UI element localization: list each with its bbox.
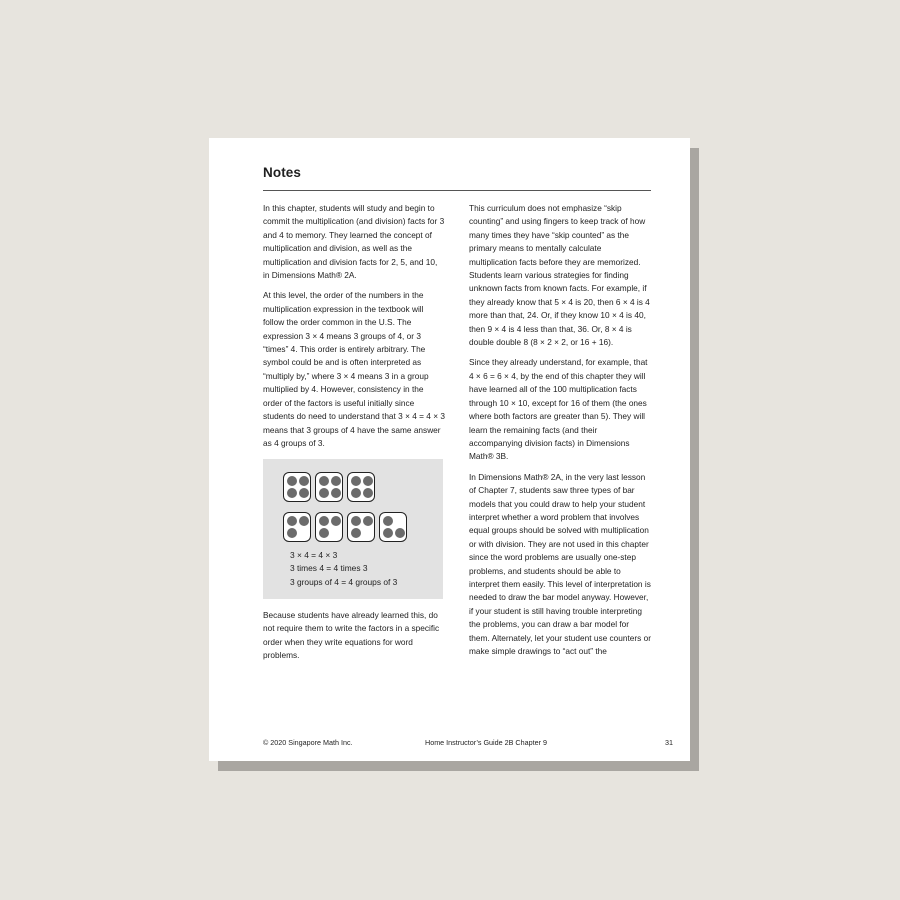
- die-three-icon: [379, 512, 407, 542]
- die-three-icon: [283, 512, 311, 542]
- paragraph: In this chapter, students will study and begin to commit the multiplication (and division) facts for 3 and 4 to memory. They learned the concept of multiplication and division, as well as the multiplication and division facts for 2, 5, and 10, in Dimensions Math® 2A.: [263, 203, 445, 281]
- dice-row-4-groups-of-3: [283, 512, 407, 542]
- paragraph: At this level, the order of the numbers in the multiplication expression in the textbook will follow the order common in the U.S. The expression 3 × 4 means 3 groups of 4, or 3 “times” 4. This order is entirely arbitrary. The symbol could be and is often interpreted as “multiply by,” where 3 × 4 means 3 in a group multiplied by 4. However, consistency in the order of the factors is useful initially since students do need to understand that 3 × 4 = 4 × 3 means that 3 groups of 4 have the same answer as 4 groups of 3.: [263, 290, 445, 448]
- paragraph: This curriculum does not emphasize “skip counting” and using fingers to keep track of how many times they have “skip counted” as the primary means to mentally calculate multiplication facts before they are memorized. Students learn various strategies for finding unknown facts from known facts. For example, if they already know that 5 × 4 is 20, then 6 × 4 is 4 more than that, 24. Or, if they know 10 × 4 is 40, then 9 × 4 is 4 less than that, 36. Or, 8 × 4 is double double 8 (8 × 2 × 2, or 16 + 16).: [469, 203, 650, 348]
- right-column: [469, 202, 651, 665]
- page-title: Notes: [263, 165, 302, 180]
- die-four-icon: [347, 472, 375, 502]
- paragraph: Since they already understand, for example, that 4 × 6 = 6 × 4, by the end of this chapter they will have learned all of the 100 multiplication facts through 10 × 10, except for 16 of them (the ones where both factors are greater than 5). They will learn the remaining facts (and their accompanying division facts) in Dimensions Math® 3B.: [469, 357, 648, 462]
- equation: 3 × 4 = 4 × 3: [290, 550, 338, 560]
- dice-figure: [263, 459, 443, 599]
- dice-row-3-groups-of-4: [283, 472, 375, 502]
- footer-copyright: © 2020 Singapore Math Inc.: [263, 738, 353, 747]
- left-column-bottom: [263, 609, 445, 670]
- title-divider: [263, 190, 651, 191]
- die-four-icon: [315, 472, 343, 502]
- die-three-icon: [315, 512, 343, 542]
- die-three-icon: [347, 512, 375, 542]
- paragraph: Because students have already learned this, do not require them to write the factors in a specific order when they write equations for word problems.: [263, 610, 440, 661]
- left-column: [263, 202, 445, 457]
- equation-list: [290, 549, 397, 589]
- die-four-icon: [283, 472, 311, 502]
- document-page: [209, 138, 690, 761]
- page-number: 31: [665, 738, 673, 747]
- paragraph: In Dimensions Math® 2A, in the very last lesson of Chapter 7, students saw three types of bar models that you could draw to help your student interpret whether a word problem that involves equal groups should be solved with multiplication or with division. They are not used in this chapter since the word problems are usually one-step problems, and students should be able to interpret them easily. This level of interpretation is needed to draw the bar model anyway. However, if your student is still having trouble interpreting the problems, you can draw a bar model for them. Alternately, let your student use counters or make simple drawings to “act out” the: [469, 471, 652, 656]
- equation: 3 times 4 = 4 times 3: [290, 563, 368, 574]
- equation: 3 groups of 4 = 4 groups of 3: [290, 576, 398, 587]
- footer-book-title: Home Instructor’s Guide 2B Chapter 9: [425, 738, 547, 747]
